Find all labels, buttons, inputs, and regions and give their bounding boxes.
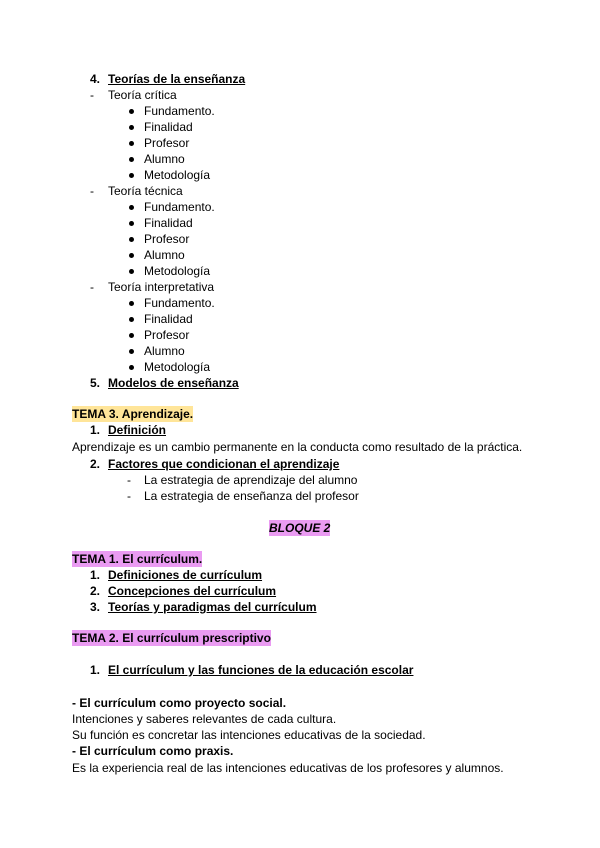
dash-marker: -: [127, 489, 131, 503]
section-heading-teorias: Teorías de la enseñanza: [108, 72, 246, 86]
list-number: 2.: [90, 584, 101, 598]
list-item: Alumno: [144, 152, 185, 166]
list-item: Fundamento.: [144, 104, 215, 118]
dash-marker: -: [127, 473, 131, 487]
bullet-icon: [129, 333, 134, 338]
bullet-icon: [129, 253, 134, 258]
section-heading-modelos: Modelos de enseñanza: [108, 376, 239, 390]
bullet-icon: [129, 365, 134, 370]
list-item: Metodología: [144, 264, 211, 278]
list-item: Fundamento.: [144, 296, 215, 310]
bullet-icon: [129, 301, 134, 306]
list-item: Metodología: [144, 168, 211, 182]
bullet-icon: [129, 237, 134, 242]
list-item: Fundamento.: [144, 200, 215, 214]
theory-name: Teoría técnica: [108, 184, 183, 198]
list-number: 4.: [90, 72, 101, 86]
list-number: 3.: [90, 600, 101, 614]
dash-marker: -: [90, 184, 94, 198]
bloque-heading: BLOQUE 2: [269, 521, 331, 535]
list-item: Profesor: [144, 328, 190, 342]
bullet-icon: [129, 125, 134, 130]
bullet-icon: [129, 109, 134, 114]
tema1-heading: TEMA 1. El currículum.: [72, 552, 203, 566]
paragraph-line: Su función es concretar las intenciones educativas de la sociedad.: [72, 728, 426, 742]
list-item: Metodología: [144, 360, 211, 374]
paragraph-title: - El currículum como proyecto social.: [72, 696, 287, 710]
section-heading: Teorías y paradigmas del currículum: [108, 600, 317, 614]
bullet-icon: [129, 141, 134, 146]
bullet-icon: [129, 173, 134, 178]
list-number: 1.: [90, 423, 101, 437]
list-item: Finalidad: [144, 312, 193, 326]
factor-item: La estrategia de enseñanza del profesor: [144, 489, 359, 503]
paragraph-title: - El currículum como praxis.: [72, 744, 234, 758]
tema2-heading: TEMA 2. El currículum prescriptivo: [72, 631, 271, 645]
section-heading: Definiciones de currículum: [108, 568, 263, 582]
paragraph-line: Es la experiencia real de las intenciones educativas de los profesores y alumnos.: [72, 761, 504, 775]
list-item: Finalidad: [144, 120, 193, 134]
dash-marker: -: [90, 88, 94, 102]
dash-marker: -: [90, 280, 94, 294]
section-heading: Concepciones del currículum: [108, 584, 277, 598]
list-number: 5.: [90, 376, 101, 390]
bullet-icon: [129, 221, 134, 226]
list-item: Finalidad: [144, 216, 193, 230]
definition-text: Aprendizaje es un cambio permanente en la conducta como resultado de la práctica.: [72, 440, 523, 454]
section-heading-definicion: Definición: [108, 423, 167, 437]
paragraph-line: Intenciones y saberes relevantes de cada cultura.: [72, 712, 337, 726]
bullet-icon: [129, 157, 134, 162]
bullet-icon: [129, 205, 134, 210]
list-item: Alumno: [144, 248, 185, 262]
section-heading-factores: Factores que condicionan el aprendizaje: [108, 457, 340, 471]
factor-item: La estrategia de aprendizaje del alumno: [144, 473, 358, 487]
list-item: Profesor: [144, 232, 190, 246]
bullet-icon: [129, 349, 134, 354]
theory-name: Teoría crítica: [108, 88, 177, 102]
theory-name: Teoría interpretativa: [108, 280, 215, 294]
list-item: Profesor: [144, 136, 190, 150]
list-number: 1.: [90, 663, 101, 677]
section-heading-funciones: El currículum y las funciones de la educación escolar: [108, 663, 414, 677]
list-item: Alumno: [144, 344, 185, 358]
tema3-heading: TEMA 3. Aprendizaje.: [72, 407, 194, 421]
bullet-icon: [129, 269, 134, 274]
list-number: 2.: [90, 457, 101, 471]
bullet-icon: [129, 317, 134, 322]
list-number: 1.: [90, 568, 101, 582]
